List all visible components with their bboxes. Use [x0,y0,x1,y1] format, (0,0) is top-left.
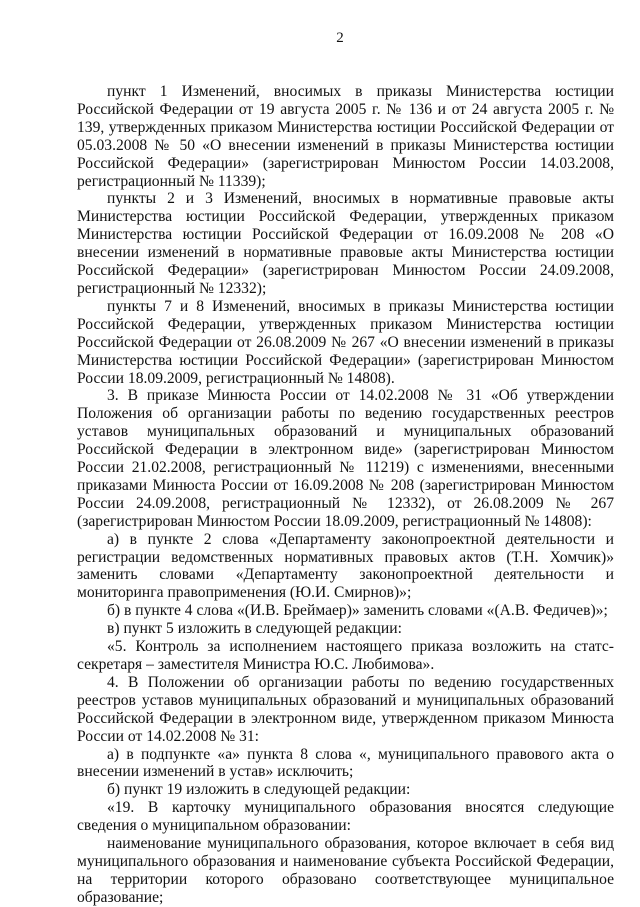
page-number: 2 [336,30,344,46]
document-body [77,83,614,907]
paragraph-3a: а) в пункте 2 слова «Департаменту законопроектной деятельности и регистрации ведомственных нормативных правовых актов (Т.Н. Хомчик)» заменить словами «Департаменту законопроектной деятельности и мониторинга правоприменения (Ю.И. Смирнов)»; [77,530,614,602]
paragraph-point-19: «19. В карточку муниципального образования вносятся следующие сведения о муниципальном образовании: [77,799,614,835]
paragraph-item-7-8: пункты 7 и 8 Изменений, вносимых в приказы Министерства юстиции Российской Федерации, утвержденных приказом Министерства юстиции Российской Федерации от 26.08.2009 № 267 «О внесении изменений в приказы Министерства юстиции Российской Федерации» (зарегистрирован Минюстом России 18.09.2009, регистрационный № 14808). [77,297,614,387]
paragraph-3v: в) пункт 5 изложить в следующей редакции: [107,620,402,638]
paragraph-4a: а) в подпункте «а» пункта 8 слова «, муниципального правового акта о внесении изменений в устав» исключить; [77,745,614,781]
paragraph-item-1: пункт 1 Изменений, вносимых в приказы Министерства юстиции Российской Федерации от 19 августа 2005 г. № 136 и от 24 августа 2005 г. № 139, утвержденных приказом Министерства юстиции Российской Федерации от 05.03.2008 № 50 «О внесении изменений в приказы Министерства юстиции Российской Федерации» (зарегистрирован Минюстом России 14.03.2008, регистрационный № 11339); [77,83,614,190]
paragraph-section-3: 3. В приказе Минюста России от 14.02.2008 № 31 «Об утверждении Положения об организации работы по ведению государственных реестров уставов муниципальных образований и муниципальных образований Российской Федерации в электронном виде» (зарегистрирован Минюстом России 21.02.2008, регистрационный № 11219) с изменениями, внесенными приказами Минюста России от 16.09.2008 № 208 (зарегистрирован Минюстом России 24.09.2008, регистрационный № 12332), от 26.08.2009 № 267 (зарегистрирован Минюстом России 18.09.2009, регистрационный № 14808): [77,387,614,530]
paragraph-point-5: «5. Контроль за исполнением настоящего приказа возложить на статс-секретаря – заместителя Министра Ю.С. Любимова». [77,638,614,673]
paragraph-naming: наименование муниципального образования, которое включает в себя вид муниципального образования и наименование субъекта Российской Федерации, на территории которого образовано соответствующее муниципальное образование; [77,835,614,906]
paragraph-4b: б) пункт 19 изложить в следующей редакции: [107,781,411,799]
paragraph-3b: б) в пункте 4 слова «(И.В. Бреймаер)» заменить словами «(А.В. Федичев)»; [107,602,608,620]
paragraph-item-2-3: пункты 2 и 3 Изменений, вносимых в нормативные правовые акты Министерства юстиции Российской Федерации, утвержденных приказом Министерства юстиции Российской Федерации от 16.09.2008 № 208 «О внесении изменений в нормативные правовые акты Министерства юстиции Российской Федерации» (зарегистрирован Минюстом России 24.09.2008, регистрационный № 12332); [77,190,614,297]
paragraph-section-4: 4. В Положении об организации работы по ведению государственных реестров уставов муниципальных образований и муниципальных образований Российской Федерации в электронном виде, утвержденном приказом Минюста России от 14.02.2008 № 31: [77,673,614,745]
